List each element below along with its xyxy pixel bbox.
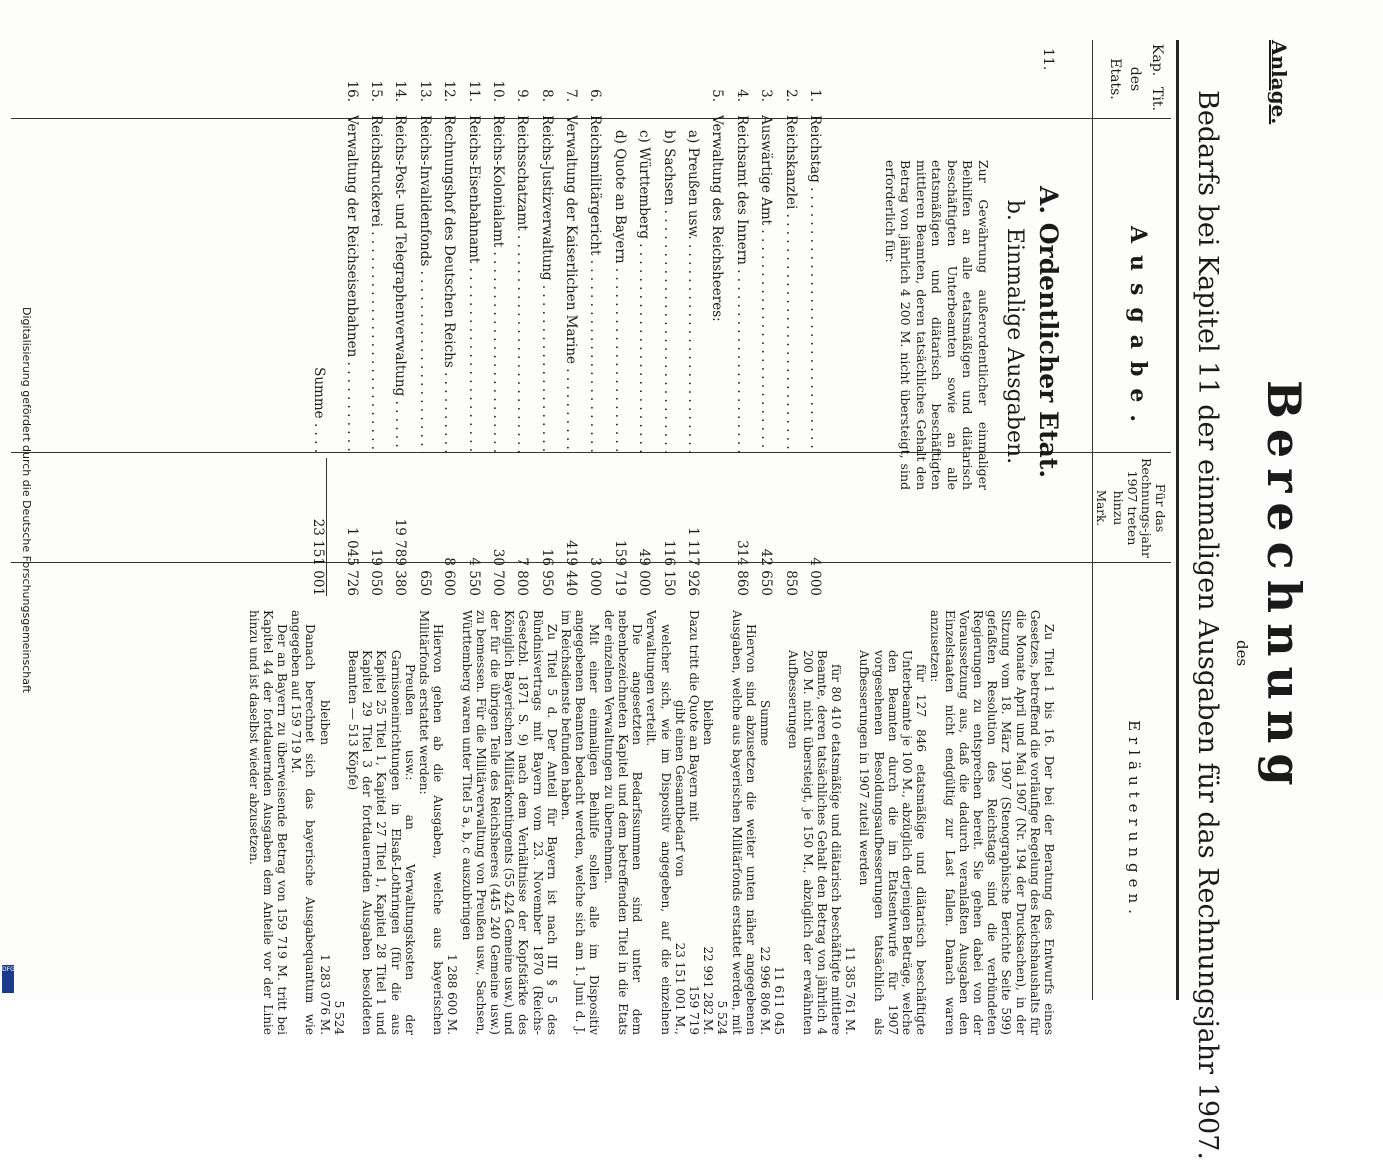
erl-label: bleiben xyxy=(317,700,332,745)
erl-amount: 5 524 xyxy=(715,1000,730,1035)
table-row xyxy=(555,40,579,600)
table-row xyxy=(701,40,725,600)
kap-header: Kap. xyxy=(1149,43,1165,77)
row-label: Reichs-Justizverwaltung . . . xyxy=(539,115,555,453)
page-heading: Bedarfs bei Kapitel 11 der einmaligen Ausgaben für das Rechnungsjahr 1907. xyxy=(1192,90,1223,1160)
erl-amount: 11 385 761 M. xyxy=(843,946,858,1035)
row-number: 6. xyxy=(587,89,604,102)
row-amount: 4 000 xyxy=(807,557,823,596)
row-number: 12. xyxy=(441,80,458,102)
dfg-logo-icon: DFG xyxy=(2,965,14,993)
row-label: Reichs-Eisenbahnamt . . . xyxy=(466,115,482,453)
table-row xyxy=(799,40,823,600)
table-row xyxy=(335,40,359,600)
row-label: Reichs-Invalidenfonds . . . xyxy=(417,115,433,453)
erl-paragraph: Danach berechnet sich das bayerische Ausgabequantum wie angegeben auf 159 719 M. xyxy=(289,610,318,1035)
table-row xyxy=(750,40,774,600)
table-row xyxy=(628,40,652,600)
row-amount: 42 650 xyxy=(758,548,775,596)
row-label: Rechnungshof des Deutschen Reichs . . . xyxy=(441,115,457,453)
row-number: 13. xyxy=(416,80,433,102)
table-row xyxy=(384,40,408,600)
row-amount: 3 000 xyxy=(587,557,604,596)
erl-sum-line xyxy=(701,610,715,1035)
erl-paragraph: Preußen usw.: an Verwaltungskosten der Garnisoneinrichtungen in Elsaß-Lothringen (für die aus Kapitel 25 Titel 1, Kapitel 27 Titel 1, Kapitel 28 Titel 1 und Kapitel 29 Titel 3 der fortdauernden Ausgaben besoldeten Beamten — 513 Köpfe) xyxy=(346,650,417,1035)
row-amount: 116 150 xyxy=(660,540,677,596)
row-label: b) Sachsen . . . xyxy=(661,130,677,453)
top-rule xyxy=(1176,40,1179,1000)
table-row xyxy=(506,40,530,600)
erl-paragraph: für 80 410 etatsmäßige und diätarisch beschäftigte mittlere Beamte, deren tatsächliches Gehalt den Betrag von jährlich 4 200 M. nicht übersteigt, je 150 M., abzüglich der erwähnten Aufbesserungen xyxy=(786,650,843,1035)
row-amount: 159 719 xyxy=(611,540,628,596)
footer-credit: Digitalisierung gefördert durch die Deutsche Forschungsgemeinschaft xyxy=(20,307,33,693)
row-amount: 1 045 726 xyxy=(343,527,360,596)
row-number: 7. xyxy=(563,89,580,102)
tit-header: Tit. xyxy=(1149,87,1165,111)
erlaeuterungen-header: Erläuterungen. xyxy=(1125,720,1143,920)
ausgabe-header: Ausgabe. xyxy=(1125,225,1151,435)
table-row xyxy=(482,40,506,600)
table-row xyxy=(408,40,432,600)
row-label: Reichsmilitärgericht . . . xyxy=(587,115,603,453)
table-row xyxy=(457,40,481,600)
row-amount: 19 050 xyxy=(367,548,384,596)
table-row xyxy=(579,40,603,600)
budget-items xyxy=(303,40,823,600)
erl-paragraph: Der an Bayern zu überweisende Betrag von 159 719 M. tritt bei Kapitel 44 der fortdauernden Ausgaben dem Anteile vor der Linie hinzu und ist daselbst wieder abzusetzen. xyxy=(246,610,290,1035)
row-number: 8. xyxy=(538,89,555,102)
row-label: d) Quote an Bayern . . . xyxy=(612,130,628,453)
row-label: Reichstag . . . xyxy=(807,115,823,453)
table-row xyxy=(725,40,749,600)
row-number: 10. xyxy=(489,80,506,102)
erl-amount: 5 524 xyxy=(331,1000,346,1035)
row-amount: 650 xyxy=(416,570,433,596)
row-label: a) Preußen usw. . . . xyxy=(685,130,701,453)
row-amount: 850 xyxy=(782,570,799,596)
row-amount: 7 800 xyxy=(514,557,531,596)
erl-line xyxy=(673,610,687,1035)
row-number: 2. xyxy=(782,89,799,102)
row-number: 3. xyxy=(758,89,775,102)
erl-sum-line xyxy=(317,610,331,1035)
row-label: c) Württemberg . . . xyxy=(636,130,652,453)
table-row xyxy=(774,40,798,600)
row-amount: 19 789 380 xyxy=(392,518,409,596)
row-number: 9. xyxy=(514,89,531,102)
erl-amount: 1 283 076 M. xyxy=(317,954,332,1035)
erl-amount: 23 151 001 M., xyxy=(672,942,687,1035)
row-amount: 30 700 xyxy=(489,548,506,596)
total-row xyxy=(303,40,327,600)
row-label: Verwaltung des Reichsheeres: xyxy=(709,115,726,322)
table-row xyxy=(530,40,554,600)
row-number: 11. xyxy=(465,80,482,102)
erl-amount: 22 991 282 M. xyxy=(701,946,716,1035)
row-amount: 4 550 xyxy=(465,557,482,596)
erl-amount: 159 719 xyxy=(686,985,701,1035)
budget-table xyxy=(0,40,1171,1090)
table-row xyxy=(677,40,701,600)
row-amount: 16 950 xyxy=(538,548,555,596)
erl-amount: 11 611 045 xyxy=(772,966,787,1035)
section-intro: Zur Gewährung außerordentlicher einmaliger Beihilfen an alle etatsmäßigen und diätarisch beschäftigten Unterbeamten sowie an alle etatsmäßigen und diätarisch beschäftigten mittleren Beamten, deren tatsächliches Gehalt den Betrag von jährlich 4 200 M. nicht übersteigt, sind erforderlich für: xyxy=(883,160,991,490)
erl-paragraph: Die angesetzten Bedarfssummen sind unter dem nebenbezeichneten Kapitel und dem betreffenden Titel in die Etats der einzelnen Verwaltungen zu übernehmen. xyxy=(601,610,645,1035)
erl-label: Summe xyxy=(757,700,772,746)
amount-column-header: Für das Rechnungs-jahr 1907 treten hinzu xyxy=(1111,458,1168,559)
des-header: des xyxy=(1127,66,1143,92)
erl-paragraph: Hiervon sind abzusetzen die weiter unten näher angegebenen Ausgaben, welche aus bayerischen Militärfonds erstattet werden, mit xyxy=(729,610,758,1035)
erl-paragraph: für 127 846 etatsmäßige und diätarisch beschäftigte Unterbeamte je 100 M., abzüglich derjenigen Beträge, welche den Beamten durch die im Etatsentwurfe für 1907 vorgesehenen Besoldungsaufbesserungen tatsächlich als Aufbesserungen in 1907 zuteil werden xyxy=(857,650,929,1035)
erl-paragraph: Zu Titel 1 bis 16. Der bei der Beratung des Entwurfs eines Gesetzes, betreffend die vorläufige Regelung des Reichshaushalts für die Monate April und Mai 1907 (Nr. 194 der Drucksachen), in der Sitzung vom 18. März 1907 (Stenographische Berichte Seite 599) gefaßten Resolution des Reichstags sind die verbündeten Regierungen zu entsprechen bereit. Sie gehen dabei von der Voraussetzung aus, daß die dadurch veranlaßten Ausgaben den Einzelstaaten nicht endgültig zur Last fallen. Danach waren anzusetzen: xyxy=(928,610,1056,1035)
row-number: 15. xyxy=(367,80,384,102)
anlage-label: Anlage. xyxy=(1267,40,1291,125)
row-label: Reichskanzlei . . . xyxy=(783,115,799,453)
erl-paragraph: Zu Titel 5 d. Der Anteil für Bayern ist nach III § 5 des Bündnisvertrags mit Bayern vom 23. November 1870 (Reichs-Gesetzbl. 1871 S. 9) nach dem Verhältnisse der Kopfstärke des Königlich Bayerischen Militärkontingents (55 424 Gemeine usw.) und der für die übrigen Teile des Reichsheeres (445 240 Gemeine usw.) zu bemessen. Für die Militärverwaltung von Preußen usw., Sachsen, Württemberg waren unter Titel 5 a, b, c auszubringen xyxy=(459,610,559,1035)
erl-paragraph: Hiervon gehen ab die Ausgaben, welche aus bayerischen Militärfonds erstattet werden: xyxy=(417,610,446,1035)
section-b-title: b. Einmalige Ausgaben. xyxy=(1002,199,1027,465)
erlaeuterungen-text xyxy=(246,610,1056,1035)
row-amount: 1 117 926 xyxy=(685,527,702,596)
erl-paragraph: welcher sich, wie im Dispositiv angegeben, auf die einzelnen Verwaltungen verteilt. xyxy=(644,610,673,1035)
row-label: Reichsamt des Innern . . . xyxy=(734,115,750,453)
row-label: Reichs-Kolonialamt . . . xyxy=(490,115,506,453)
mark-header: Mark. xyxy=(1094,489,1108,527)
row-amount: 419 440 xyxy=(563,540,580,596)
row-label: Reichs-Post- und Telegraphenverwaltung . . . xyxy=(392,115,408,453)
page-title: Berechnung xyxy=(1257,380,1311,796)
erl-amount: 22 996 806 M. xyxy=(757,946,772,1035)
kapitel-number: 11. xyxy=(1040,48,1056,71)
row-label: Verwaltung der Kaiserlichen Marine . . . xyxy=(563,115,579,453)
row-number: 5. xyxy=(709,89,726,102)
table-row xyxy=(433,40,457,600)
row-number: 16. xyxy=(343,80,360,102)
erl-paragraph: Dazu tritt die Quote an Bayern mit xyxy=(686,610,701,822)
erl-paragraph: gibt einen Gesamtbedarf von xyxy=(672,700,687,877)
page-subtitle: des xyxy=(1233,640,1251,667)
erl-label: bleiben xyxy=(701,700,716,745)
row-label: Reichsdruckerei . . . xyxy=(368,115,384,453)
erl-amount: 1 288 600 M. xyxy=(445,954,460,1035)
row-amount: 8 600 xyxy=(441,557,458,596)
row-label: Reichsschatzamt . . . xyxy=(514,115,530,453)
row-number: 14. xyxy=(392,80,409,102)
row-number: 4. xyxy=(733,89,750,102)
row-label: Auswärtige Amt . . . xyxy=(758,115,774,453)
table-row xyxy=(360,40,384,600)
etats-header: Etats. xyxy=(1107,58,1123,100)
total-amount: 23 151 001 xyxy=(310,458,327,596)
table-row xyxy=(652,40,676,600)
row-amount: 49 000 xyxy=(636,548,653,596)
table-row xyxy=(603,40,627,600)
erl-line xyxy=(687,610,701,1035)
row-amount: 314 860 xyxy=(733,540,750,596)
erl-sum-line xyxy=(758,610,772,1035)
total-label: Summe . . . . xyxy=(311,115,327,459)
section-a-title: A. Ordentlicher Etat. xyxy=(1034,185,1063,479)
row-label: Verwaltung der Reichseisenbahnen . . . xyxy=(344,115,360,453)
row-number: 1. xyxy=(807,89,823,102)
erl-paragraph: Mit einer einmaligen Beihilfe sollen alle im Dispositiv angegebenen Beamten bedacht werden, welche sich am 1. Juni d. J. im Reichsdienste befunden haben. xyxy=(559,610,602,1035)
